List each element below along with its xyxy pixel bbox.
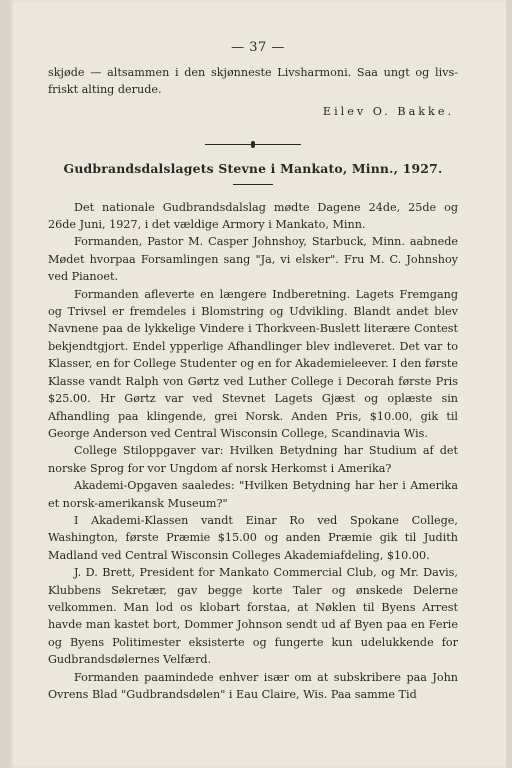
article-paragraph: Formanden paamindede enhver især om at subskribere paa John Ovrens Blad "Gudbrandsdølen" i Eau Claire, Wis. Paa samme Tid [48, 670, 458, 701]
article-title: Gudbrandsdalslagets Stevne i Mankato, Minn., 1927. [63, 161, 443, 177]
article-paragraph: Akademi-Opgaven saaledes: "Hvilken Betydning har her i Amerika et norsk-amerikansk Museum?" [48, 479, 458, 510]
title-underline [233, 184, 273, 185]
intro-text: skjøde — altsammen i den skjønneste Livsharmoni. Saa ungt og livs-friskt alting derude. [48, 66, 458, 97]
document-page [10, 0, 506, 768]
section-divider [205, 140, 301, 150]
author-signature: Eilev O. Bakke. [322, 104, 454, 118]
page-content [48, 64, 458, 703]
page-number: — 37 — [231, 40, 285, 55]
article-paragraph: I Akademi-Klassen vandt Einar Ro ved Spokane College, Washington, første Præmie $15.00 og anden Præmie gik til Judith Madland ved Central Wisconsin Colleges Akademiafdeling, $10.00. [48, 513, 458, 562]
article-paragraph: J. D. Brett, President for Mankato Commercial Club, og Mr. Davis, Klubbens Sekretær, gav begge korte Taler og ønskede Delerne velkommen. Man lod os klobart forstaa, at Nøklen til Byens Arrest havde man kastet bort, Dommer Johnson sendt ud af Byen paa en Ferie og Byens Politimester eksisterte og fungerte kun udelukkende for Gudbrandsdølernes Velfærd. [48, 566, 458, 667]
article-paragraph: College Stiloppgaver var: Hvilken Betydning har Studium af det norske Sprog for vor Ungdom af norsk Herkomst i Amerika? [48, 444, 458, 475]
article-paragraph: Det nationale Gudbrandsdalslag mødte Dagene 24de, 25de og 26de Juni, 1927, i det vældige Armory i Mankato, Minn. [48, 200, 458, 232]
article-paragraph: Formanden, Pastor M. Casper Johnshoy, Starbuck, Minn. aabnede Mødet hvorpaa Forsamlingen sang "Ja, vi elsker". Fru M. C. Johnshoy ved Pianoet. [48, 235, 458, 284]
article-paragraph: Formanden afleverte en længere Indberetning. Lagets Fremgang og Trivsel er fremdeles i Blomstring og Udvikling. Blandt andet blev Navnene paa de lykkelige Vindere i Thorkveen-Buslett literære Contest bekjendtgjort. Endel ypperlige Afhandlinger blev indleveret. Det var to Klasser, en for College Studenter og en for Akademieleever. I den første Klasse vandt Ralph von Gørtz ved Luther College i Decorah første Pris $25.00. Hr Gørtz var ved Stevnet Lagets Gjæst og oplæste sin Afhandling paa klingende, grei Norsk. Anden Pris, $10.00, gik til George Anderson ved Central Wisconsin College, Scandinavia Wis. [48, 287, 458, 440]
